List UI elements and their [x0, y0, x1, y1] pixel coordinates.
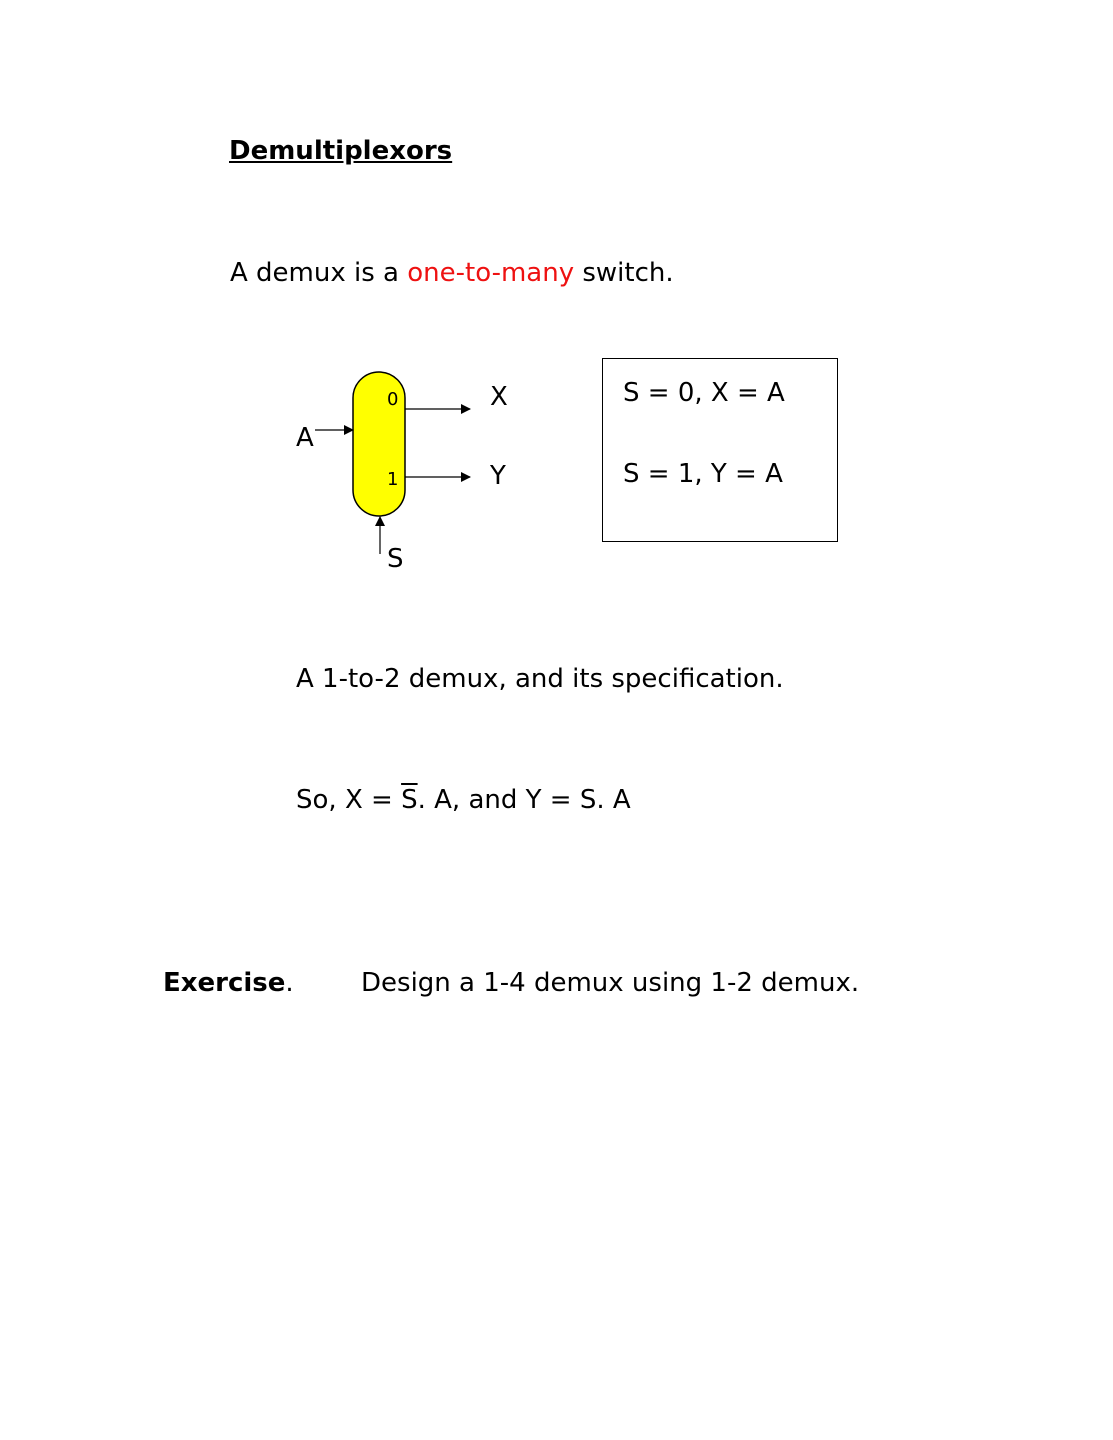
input-label: A [296, 423, 314, 453]
formula-suffix: . A, and Y = S. A [417, 785, 631, 815]
intro-sentence [230, 258, 674, 288]
output-y-label: Y [490, 461, 506, 491]
formula [296, 785, 631, 815]
intro-suffix: switch. [574, 258, 674, 288]
select-label: S [387, 544, 404, 574]
formula-prefix: So, X = [296, 785, 402, 815]
exercise-label [163, 968, 294, 998]
spec-line-2: S = 1, Y = A [623, 459, 783, 489]
diagram-caption: A 1-to-2 demux, and its specification. [296, 664, 784, 694]
demux-diagram [280, 360, 540, 580]
page-title: Demultiplexors [229, 136, 453, 166]
port-0-label: 0 [387, 389, 399, 410]
output-x-label: X [490, 382, 508, 412]
exercise-word: Exercise [163, 968, 286, 998]
formula-negated-s: $\overline{S}$ [401, 785, 418, 815]
spec-line-1: S = 0, X = A [623, 378, 785, 408]
exercise-text: Design a 1-4 demux using 1-2 demux. [361, 968, 860, 998]
exercise-punct: . [285, 968, 294, 998]
intro-prefix: A demux is a [230, 258, 408, 288]
intro-highlight: one-to-many [407, 258, 575, 288]
port-1-label: 1 [387, 469, 399, 490]
